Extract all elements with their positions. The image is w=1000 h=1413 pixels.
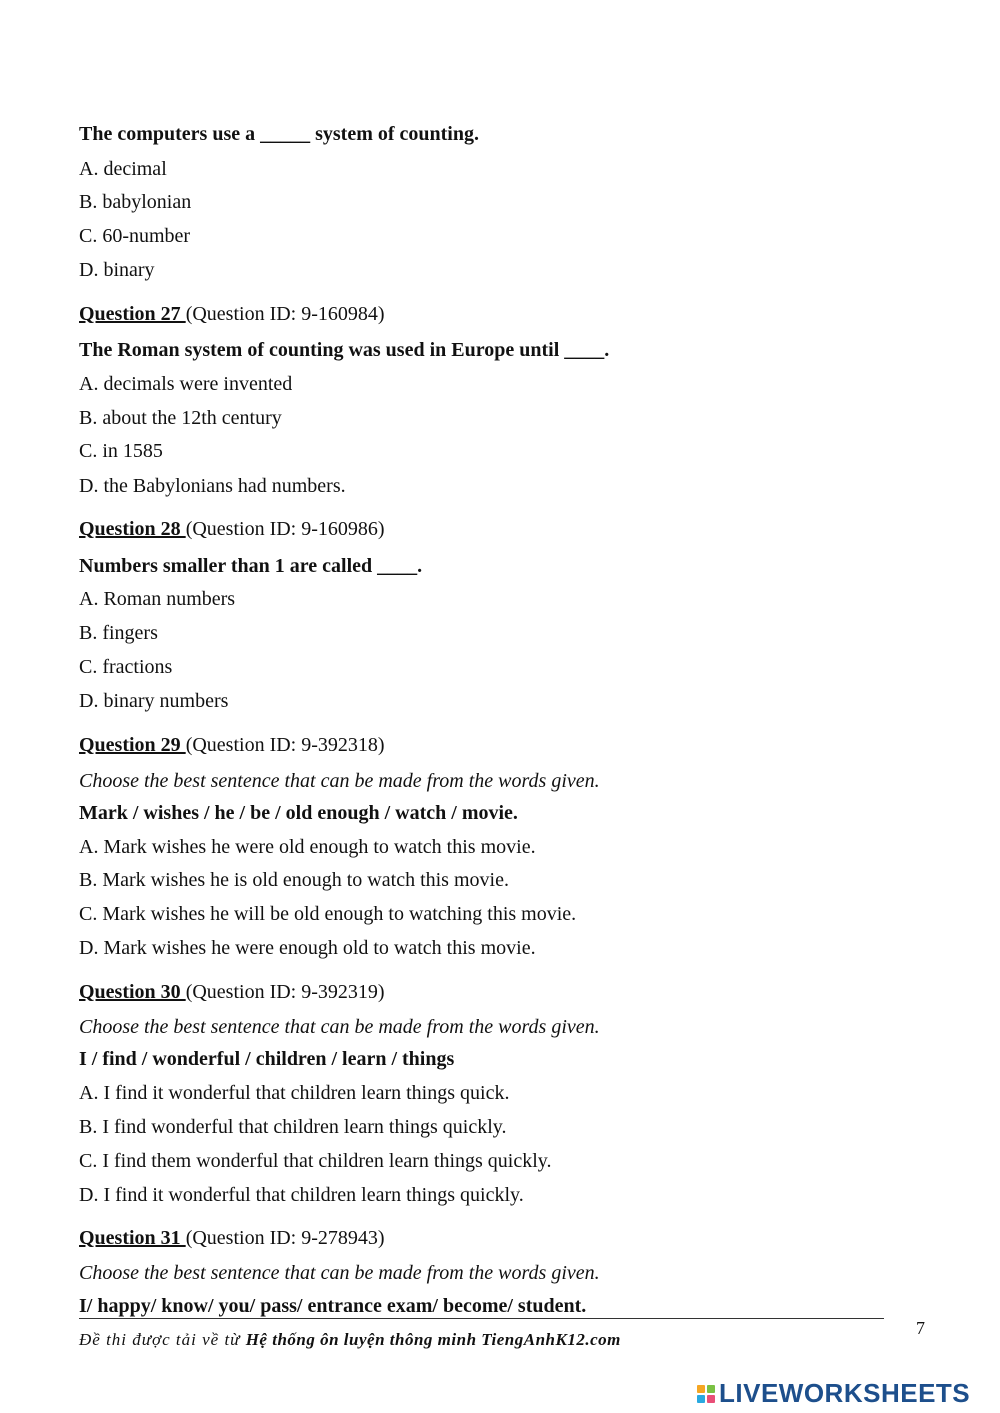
option-b: B. babylonian [79, 191, 192, 213]
question-27-label: Question 27 [79, 303, 186, 325]
option-d: D. the Babylonians had numbers. [79, 475, 346, 497]
question-30-stem: I / find / wonderful / children / learn / things [79, 1048, 455, 1070]
footer-source-name: Hệ thống ôn luyện thông minh TiengAnhK12.com [245, 1330, 621, 1349]
question-31-label: Question 31 [79, 1227, 186, 1249]
question-29-header [79, 733, 385, 757]
option-c: C. Mark wishes he will be old enough to watching this movie. [79, 903, 577, 925]
option-d: D. Mark wishes he were enough old to watch this movie. [79, 937, 536, 959]
question-31-id: (Question ID: 9-278943) [185, 1227, 385, 1249]
footer-divider [79, 1318, 884, 1319]
option-b: B. Mark wishes he is old enough to watch this movie. [79, 869, 509, 891]
option-d: D. binary [79, 259, 155, 281]
option-c: C. 60-number [79, 225, 191, 247]
option-a: A. Mark wishes he were old enough to watch this movie. [79, 836, 536, 858]
question-29-stem: Mark / wishes / he / be / old enough / watch / movie. [79, 802, 518, 824]
question-29-instruction: Choose the best sentence that can be made from the words given. [79, 770, 600, 792]
liveworksheets-logo [697, 1378, 970, 1409]
option-d: D. binary numbers [79, 690, 229, 712]
logo-square-pink [707, 1395, 715, 1403]
option-b: B. I find wonderful that children learn things quickly. [79, 1116, 507, 1138]
question-27-header [79, 302, 385, 326]
logo-square-green [707, 1385, 715, 1393]
question-27-stem: The Roman system of counting was used in Europe until ____. [79, 339, 610, 361]
page-number: 7 [916, 1318, 925, 1338]
question-29-label: Question 29 [79, 734, 186, 756]
question-26-stem: The computers use a _____ system of counting. [79, 123, 479, 145]
option-c: C. in 1585 [79, 440, 163, 462]
question-31-stem: I/ happy/ know/ you/ pass/ entrance exam/ become/ student. [79, 1295, 587, 1317]
question-28-label: Question 28 [79, 518, 186, 540]
footer-prefix: Đề thi được tải về từ [79, 1330, 246, 1349]
option-c: C. I find them wonderful that children learn things quickly. [79, 1150, 552, 1172]
footer-source [79, 1330, 621, 1350]
question-28-header [79, 517, 385, 541]
option-c: C. fractions [79, 656, 173, 678]
question-31-header [79, 1226, 385, 1250]
question-30-label: Question 30 [79, 981, 186, 1003]
question-30-instruction: Choose the best sentence that can be made from the words given. [79, 1016, 600, 1038]
question-29-id: (Question ID: 9-392318) [185, 734, 385, 756]
logo-square-blue [697, 1395, 705, 1403]
option-b: B. fingers [79, 622, 158, 644]
question-27-id: (Question ID: 9-160984) [185, 303, 385, 325]
option-b: B. about the 12th century [79, 407, 282, 429]
logo-square-orange [697, 1385, 705, 1393]
question-30-id: (Question ID: 9-392319) [185, 981, 385, 1003]
option-a: A. I find it wonderful that children learn things quick. [79, 1082, 510, 1104]
liveworksheets-text: LIVEWORKSHEETS [719, 1378, 971, 1408]
option-a: A. Roman numbers [79, 588, 236, 610]
question-28-stem: Numbers smaller than 1 are called ____. [79, 555, 423, 577]
question-30-header [79, 980, 385, 1004]
option-d: D. I find it wonderful that children learn things quickly. [79, 1184, 524, 1206]
question-28-id: (Question ID: 9-160986) [185, 518, 385, 540]
question-31-instruction: Choose the best sentence that can be made from the words given. [79, 1262, 600, 1284]
liveworksheets-icon [697, 1385, 715, 1403]
option-a: A. decimal [79, 158, 167, 180]
option-a: A. decimals were invented [79, 373, 293, 395]
